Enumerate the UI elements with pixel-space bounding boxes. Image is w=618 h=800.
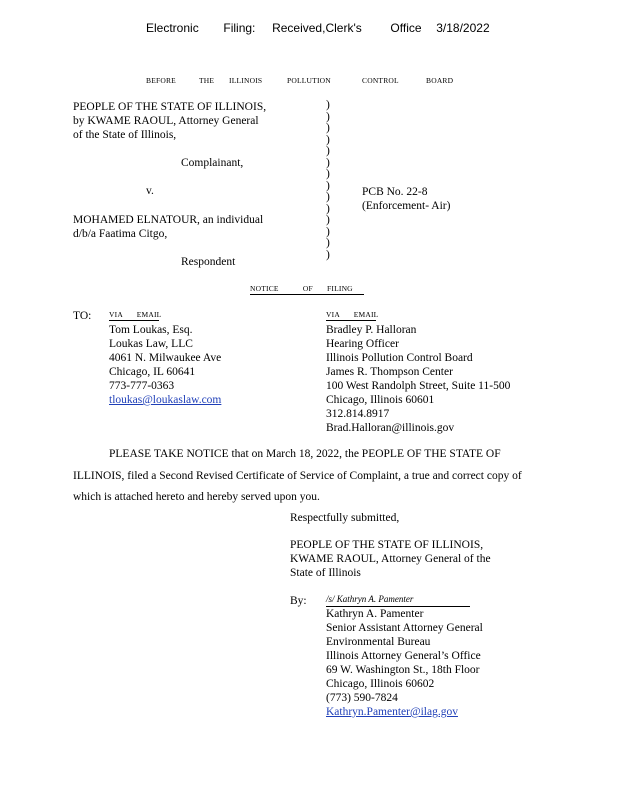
party-line3: State of Illinois <box>290 567 361 579</box>
via-label: VIA <box>326 310 340 319</box>
caption-respondent: Respondent <box>181 256 236 268</box>
party-line2: KWAME RAOUL, Attorney General of the <box>290 553 491 565</box>
stamp-office: Office <box>390 21 422 35</box>
title-the: THE <box>199 76 215 85</box>
caption-versus: v. <box>146 185 154 197</box>
title-illinois: ILLINOIS <box>229 76 263 85</box>
signer-office: Illinois Attorney General’s Office <box>326 650 481 662</box>
caption-line1: PEOPLE OF THE STATE OF ILLINOIS, <box>73 101 267 113</box>
recipient-left-firm: Loukas Law, LLC <box>109 338 193 350</box>
respectfully-submitted: Respectfully submitted, <box>290 512 400 524</box>
caption-line2: by KWAME RAOUL, Attorney General <box>73 115 259 127</box>
notice-filing: FILING <box>327 284 353 293</box>
title-control: CONTROL <box>362 76 399 85</box>
body-line3: which is attached hereto and hereby served upon you. <box>73 491 320 503</box>
email-label: EMAIL <box>136 310 162 319</box>
recipient-left-city: Chicago, IL 60641 <box>109 366 196 378</box>
paren: ) <box>326 214 330 226</box>
paren: ) <box>326 99 330 111</box>
paren: ) <box>326 156 330 169</box>
recipient-right-street: 100 West Randolph Street, Suite 11-500 <box>326 380 511 392</box>
electronic-signature: /s/ Kathryn A. Pamenter <box>326 594 470 607</box>
signer-city: Chicago, Illinois 60602 <box>326 678 435 690</box>
recipient-left <box>109 310 221 407</box>
paren: ) <box>326 133 330 146</box>
recipient-left-method <box>109 310 162 321</box>
caption-respondent-line2: d/b/a Faatima Citgo, <box>73 228 168 240</box>
title-pollution: POLLUTION <box>287 76 331 85</box>
body-line2: ILLINOIS, filed a Second Revised Certificate of Service of Complaint, a true and correct copy of <box>73 470 522 482</box>
signer-bureau: Environmental Bureau <box>326 636 431 648</box>
stamp-electronic: Electronic <box>146 21 199 35</box>
notice-title <box>250 284 364 295</box>
paren: ) <box>326 179 330 192</box>
paren: ) <box>326 248 330 261</box>
paren: ) <box>326 237 330 249</box>
stamp-filing: Filing: <box>223 21 256 35</box>
signer-block <box>326 607 483 719</box>
paren: ) <box>326 191 330 203</box>
case-type: (Enforcement- Air) <box>362 200 451 212</box>
by-label: By: <box>290 595 307 607</box>
recipient-left-street: 4061 N. Milwaukee Ave <box>109 352 222 364</box>
paren: ) <box>326 168 330 180</box>
body-line1: PLEASE TAKE NOTICE that on March 18, 2022, the PEOPLE OF THE STATE OF <box>109 448 501 460</box>
paren: ) <box>326 122 330 134</box>
caption-respondent-line1: MOHAMED ELNATOUR, an individual <box>73 214 264 226</box>
filing-stamp <box>146 21 490 35</box>
caption-paren-column <box>326 100 330 261</box>
recipient-right-method <box>326 310 379 321</box>
recipient-right <box>326 310 510 435</box>
stamp-received: Received,Clerk's <box>272 21 362 35</box>
recipient-right-city: Chicago, Illinois 60601 <box>326 394 435 406</box>
recipient-left-email-link[interactable]: tloukas@loukaslaw.com <box>109 394 222 406</box>
paren: ) <box>326 145 330 157</box>
signer-name: Kathryn A. Pamenter <box>326 608 424 620</box>
notice-of: OF <box>302 284 313 293</box>
case-number: PCB No. 22-8 <box>362 186 428 198</box>
signer-email-link[interactable]: Kathryn.Pamenter@ilag.gov <box>326 706 458 718</box>
recipient-right-building: James R. Thompson Center <box>326 366 453 378</box>
caption-complainant: Complainant, <box>181 157 244 169</box>
signer-title: Senior Assistant Attorney General <box>326 622 483 634</box>
paren: ) <box>326 202 330 215</box>
paren: ) <box>326 225 330 238</box>
party-line1: PEOPLE OF THE STATE OF ILLINOIS, <box>290 539 484 551</box>
stamp-date: 3/18/2022 <box>436 21 490 35</box>
caption-line3: of the State of Illinois, <box>73 129 177 141</box>
email-label: EMAIL <box>353 310 379 319</box>
to-label: TO: <box>73 310 92 322</box>
signer-street: 69 W. Washington St., 18th Floor <box>326 664 480 676</box>
notice-word: NOTICE <box>250 284 279 293</box>
recipient-right-phone: 312.814.8917 <box>326 408 390 420</box>
via-label: VIA <box>109 310 123 319</box>
recipient-left-phone: 773-777-0363 <box>109 380 175 392</box>
recipient-left-name: Tom Loukas, Esq. <box>109 324 193 336</box>
signer-phone: (773) 590-7824 <box>326 692 398 704</box>
recipient-right-name: Bradley P. Halloran <box>326 324 417 336</box>
recipient-right-email: Brad.Halloran@illinois.gov <box>326 422 455 434</box>
title-board: BOARD <box>426 76 454 85</box>
recipient-right-org: Illinois Pollution Control Board <box>326 352 473 364</box>
paren: ) <box>326 110 330 123</box>
title-before: BEFORE <box>146 76 176 85</box>
signature-party-block <box>290 538 491 580</box>
recipient-right-title: Hearing Officer <box>326 338 399 350</box>
